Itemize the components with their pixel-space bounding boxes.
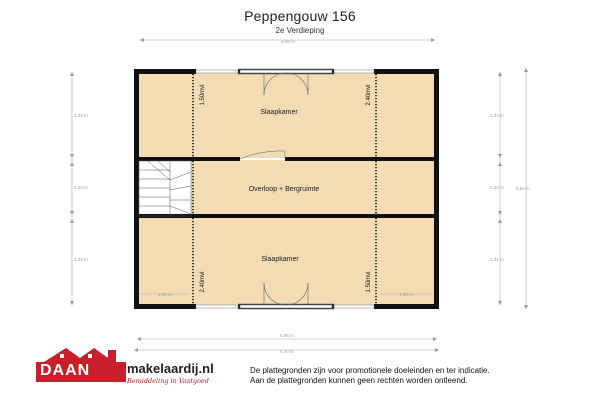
small-left-dim: 1.00 m — [158, 292, 172, 297]
left-middle-dim: 2.20 m — [74, 185, 88, 190]
room-label-bottom: Slaapkamer — [261, 256, 299, 263]
floor-label: 2e Verdieping — [275, 26, 325, 35]
height-top-right: 2.40mvl — [366, 84, 372, 106]
right-top-dim: 3.33 m — [490, 113, 504, 118]
small-right-dim: 1.00 m — [399, 292, 413, 297]
height-top-left: 1.50mvl — [200, 84, 206, 106]
room-label-middle: Overloop + Bergruimte — [248, 186, 320, 193]
top-dimension — [140, 38, 435, 44]
stair-area — [139, 161, 191, 216]
left-bottom-dim: 3.33 m — [74, 257, 88, 262]
top-width-label: 5.96 m — [281, 39, 295, 44]
disclaimer-line-2: Aan de plattegronden kunnen geen rechten worden ontleend. — [250, 376, 468, 385]
left-top-dim: 3.33 m — [74, 113, 88, 118]
right-bottom-dim: 3.31 m — [490, 257, 504, 262]
right-total-dim: 8.84 m — [516, 186, 530, 191]
disclaimer-line-1: De plattegronden zijn voor promotionele doeleinden en ter indicatie. — [250, 366, 490, 375]
bottom-inner-dim: 5.56 m — [280, 333, 294, 338]
logo-tagline: Bemiddeling in Vastgoed — [127, 377, 209, 385]
logo-daan-text: DAAN — [40, 362, 91, 379]
disclaimer — [250, 366, 595, 386]
room-label-top: Slaapkamer — [260, 109, 298, 116]
brand-logo[interactable] — [36, 346, 236, 390]
logo-wordmark: makelaardij.nl — [127, 361, 214, 376]
bottom-outer-dim: 5.70 m — [280, 349, 294, 354]
plan-title: Peppengouw 156 — [244, 8, 356, 24]
height-bottom-left: 2.40mvl — [200, 271, 206, 293]
right-middle-dim: 2.20 m — [490, 185, 504, 190]
height-bottom-right: 1.50mvl — [366, 271, 372, 293]
